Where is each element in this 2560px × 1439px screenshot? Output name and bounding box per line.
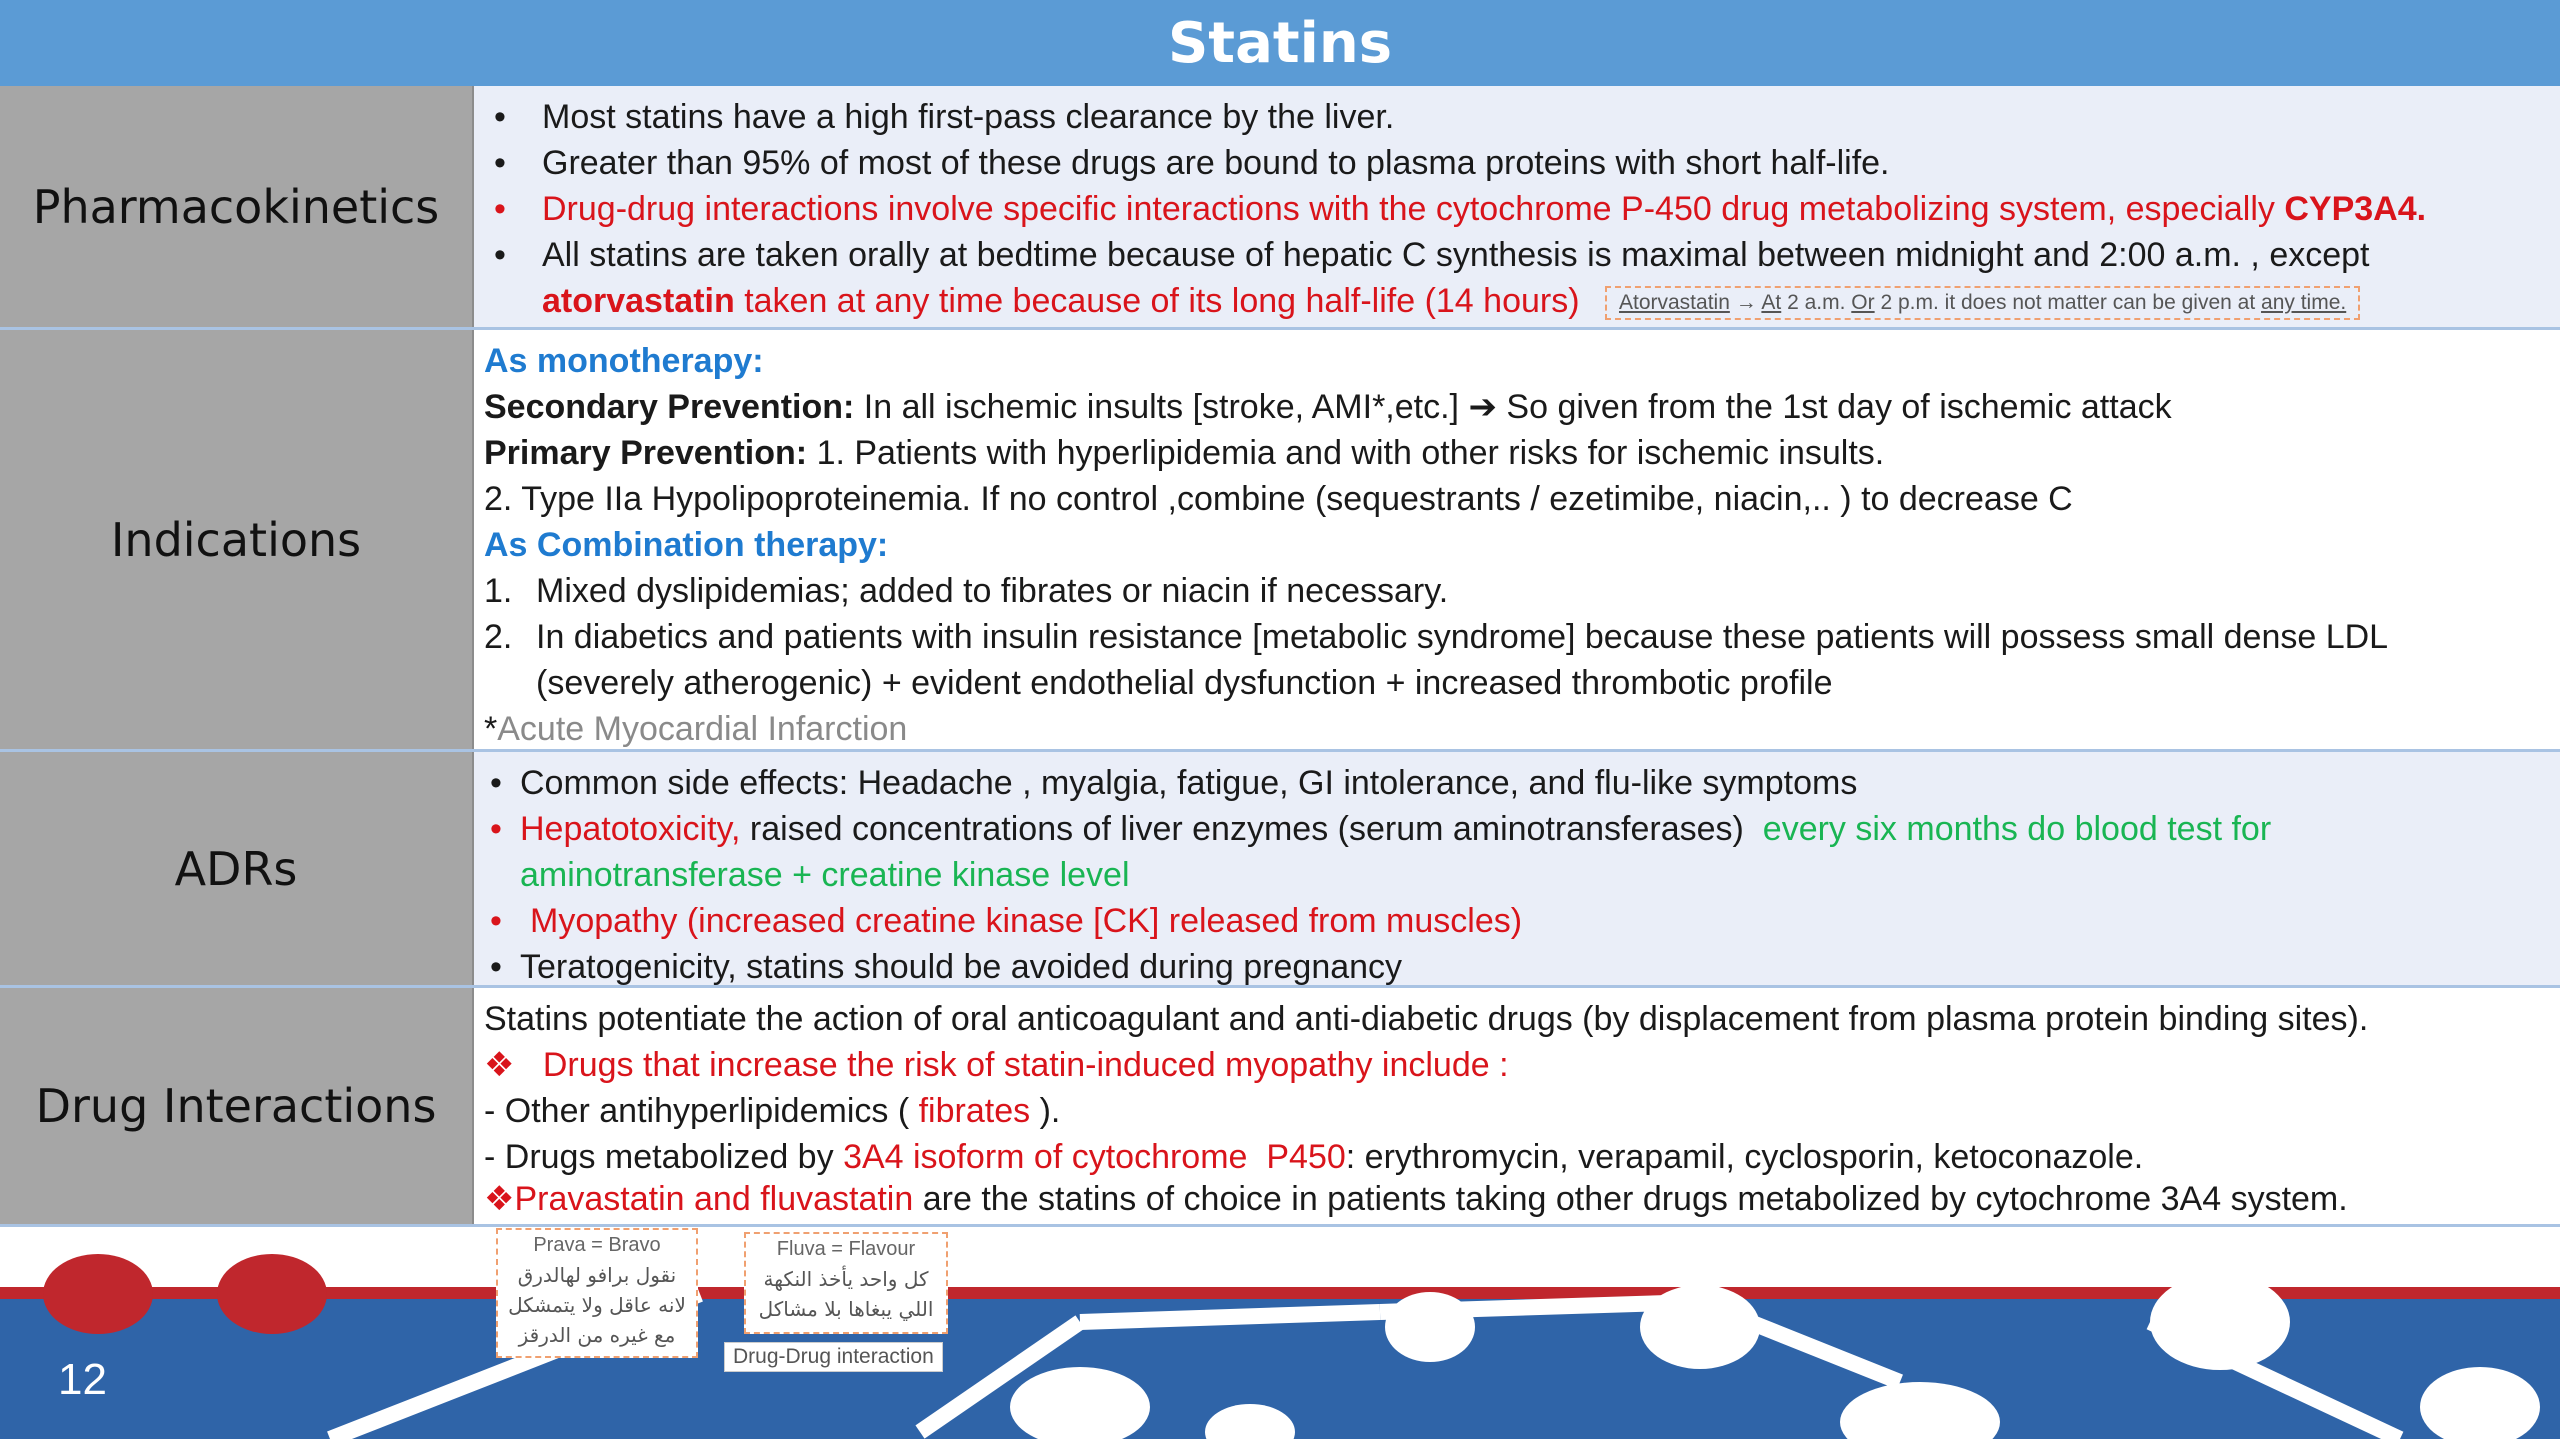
note-atorvastatin: Atorvastatin <box>1618 291 1730 315</box>
ind-footnote-text: Acute Myocardial Infarction <box>497 710 908 748</box>
adr-bullet-4-text: Teratogenicity, statins should be avoided during pregnancy <box>520 948 1403 986</box>
pk-atorvastatin-note <box>1605 286 2360 320</box>
di-line-4-post: : erythromycin, verapamil, cyclosporin, ketoconazole. <box>1345 1138 2144 1176</box>
footer-graphic <box>0 1232 2560 1439</box>
content-drug-interactions <box>474 988 2560 1224</box>
ind-combo-1-text: Mixed dyslipidemias; added to fibrates or niacin if necessary. <box>536 572 1449 610</box>
row-adrs <box>0 752 2560 988</box>
ind-primary-2: 2. Type IIa Hypolipoproteinemia. If no control ,combine (sequestrants / ezetimibe, niacin,.. ) to decrease C <box>484 480 2073 518</box>
di-line-2-text: Drugs that increase the risk of statin-induced myopathy include : <box>542 1046 1509 1084</box>
di-line-3-post: ). <box>1039 1092 1061 1130</box>
ind-primary <box>484 430 2550 476</box>
row-indications <box>0 330 2560 752</box>
ind-primary-label: Primary Prevention: <box>484 434 808 472</box>
pk-bullet-4-text: All statins are taken orally at bedtime because of hepatic C synthesis is maximal between midnight and 2:00 a.m. , except <box>542 236 2370 274</box>
ind-mono-heading: As monotherapy: <box>484 342 764 380</box>
slide-title: Statins <box>0 0 2560 86</box>
arrow-right-icon: ➔ <box>1468 388 1497 426</box>
adr-bullet-1-text: Common side effects: Headache , myalgia, fatigue, GI intolerance, and flu-like symptoms <box>520 764 1858 802</box>
ind-combo-2-cont: (severely atherogenic) + evident endothelial dysfunction + increased thrombotic profile <box>536 664 1833 702</box>
sticky-note-fluva <box>744 1232 948 1334</box>
footnote-star: * <box>484 710 498 748</box>
label-pharmacokinetics: Pharmacokinetics <box>0 86 474 327</box>
pk-bullet-3: • Drug-drug interactions involve specific interactions with the cytochrome P-450 drug metabolizing system, especially CYP3A4. <box>494 190 2427 228</box>
note-or: Or <box>1851 291 1875 315</box>
pk-bullet-2: • Greater than 95% of most of these drugs are bound to plasma proteins with short half-life. <box>494 144 1890 182</box>
ind-combo-1-num: 1. <box>484 572 513 610</box>
pk-atorvastatin-rest: taken at any time because of its long half-life (14 hours) <box>744 282 1580 320</box>
di-fibrates: fibrates <box>918 1092 1031 1130</box>
pk-bullet-1: • Most statins have a high first-pass clearance by the liver. <box>494 98 1395 136</box>
pk-cyp3a4: CYP3A4. <box>2284 190 2427 228</box>
adr-bullet-2-text: raised concentrations of liver enzymes (serum aminotransferases) <box>749 810 1744 848</box>
adr-bullet-2: • Hepatotoxicity, raised concentrations of liver enzymes (serum aminotransferases) every six months do blood test for aminotransferase + creatine kinase level <box>490 810 2272 894</box>
di-p450: P450 <box>1266 1138 1346 1176</box>
ind-combo-2-text: In diabetics and patients with insulin resistance [metabolic syndrome] because these patients will possess small dense LDL <box>536 618 2389 656</box>
adr-bullet-1: • Common side effects: Headache , myalgia, fatigue, GI intolerance, and flu-like symptoms <box>490 764 1858 802</box>
ind-secondary-after: So given from the 1st day of ischemic attack <box>1506 388 2172 426</box>
di-prava-fluva: Pravastatin and fluvastatin <box>514 1180 914 1218</box>
adr-green-note-2: aminotransferase + creatine kinase level <box>520 856 1130 894</box>
content-pharmacokinetics <box>474 86 2560 327</box>
di-line-5-post: are the statins of choice in patients taking other drugs metabolized by cytochrome 3A4 system. <box>922 1180 2348 1218</box>
note-mid: 2 a.m. <box>1787 291 1846 315</box>
prava-title: Prava = Bravo <box>533 1234 661 1256</box>
pk-bullet-3-text: Drug-drug interactions involve specific interactions with the cytochrome P-450 drug metabolizing system, especially <box>542 190 2275 228</box>
ind-combo-2-num: 2. <box>484 618 513 656</box>
prava-line-3: مع غيره من الدرقز <box>518 1323 676 1347</box>
di-line-1: Statins potentiate the action of oral anticoagulant and anti-diabetic drugs (by displacement from plasma protein binding sites). <box>484 1000 2369 1038</box>
page-number: 12 <box>58 1355 107 1404</box>
pk-bullet-4: • All statins are taken orally at bedtime because of hepatic C synthesis is maximal between midnight and 2:00 a.m. , except atorvastatin taken at any time because of its long half-life (14 hours) Atorvastatin → At 2 a.m. Or 2 p.m. it does not matter can be given at any time. <box>494 236 2370 320</box>
ind-secondary-text: In all ischemic insults [stroke, AMI*,etc.] <box>863 388 1459 426</box>
ind-secondary-label: Secondary Prevention: <box>484 388 855 426</box>
adr-bullet-4: • Teratogenicity, statins should be avoided during pregnancy <box>490 948 1403 986</box>
pk-bullet-2-text: Greater than 95% of most of these drugs are bound to plasma proteins with short half-life. <box>542 144 1890 182</box>
di-line-5 <box>484 1180 2550 1218</box>
note-arrow-icon: → <box>1735 291 1757 315</box>
di-line-4-pre: - Drugs metabolized by <box>484 1138 834 1176</box>
di-line-3-pre: - Other antihyperlipidemics ( <box>484 1092 910 1130</box>
adr-hepatotoxicity: Hepatotoxicity, <box>520 810 741 848</box>
diamond-bullet-icon: ❖ <box>484 1046 515 1084</box>
di-line-2 <box>484 1042 2550 1088</box>
label-indications: Indications <box>0 330 474 749</box>
note-at: At <box>1761 291 1782 315</box>
content-adrs <box>474 752 2560 985</box>
ind-primary-text: 1. Patients with hyperlipidemia and with other risks for ischemic insults. <box>816 434 1885 472</box>
fluva-line-1: كل واحد يأخذ النكهة <box>763 1267 929 1291</box>
ind-secondary <box>484 384 2550 430</box>
di-line-3 <box>484 1088 2550 1134</box>
note-any-time: any time. <box>2261 291 2347 315</box>
ind-combo-1 <box>484 568 2550 614</box>
pk-atorvastatin: atorvastatin <box>542 282 735 320</box>
fluva-title: Fluva = Flavour <box>776 1238 916 1260</box>
note-tail: 2 p.m. it does not matter can be given at <box>1880 291 2256 315</box>
label-adrs: ADRs <box>0 752 474 985</box>
adr-bullet-3: • Myopathy (increased creatine kinase [CK] released from muscles) <box>490 902 1523 940</box>
diamond-bullet-icon-2: ❖ <box>484 1180 515 1218</box>
sticky-note-prava <box>496 1228 698 1358</box>
ddi-tag: Drug-Drug interaction <box>724 1342 943 1372</box>
di-3a4-isoform: 3A4 isoform of cytochrome <box>843 1138 1248 1176</box>
row-pharmacokinetics <box>0 86 2560 330</box>
prava-line-2: لانه عاقل ولا يتمشكل <box>508 1293 686 1317</box>
prava-line-1: نقول برافو لهالدرق <box>517 1263 677 1287</box>
content-indications <box>474 330 2560 749</box>
di-line-4 <box>484 1134 2550 1180</box>
pk-bullet-1-text: Most statins have a high first-pass clearance by the liver. <box>542 98 1395 136</box>
row-drug-interactions <box>0 988 2560 1227</box>
adr-green-note-1: every six months do blood test for <box>1762 810 2272 848</box>
fluva-line-2: اللي يبغاها بلا مشاكل <box>758 1297 934 1321</box>
adr-myopathy: Myopathy (increased creatine kinase [CK] released from muscles) <box>530 902 1523 940</box>
ind-combo-2 <box>484 614 2550 660</box>
ind-footnote <box>484 706 2550 752</box>
ind-combo-heading: As Combination therapy: <box>484 526 889 564</box>
label-drug-interactions: Drug Interactions <box>0 988 474 1224</box>
